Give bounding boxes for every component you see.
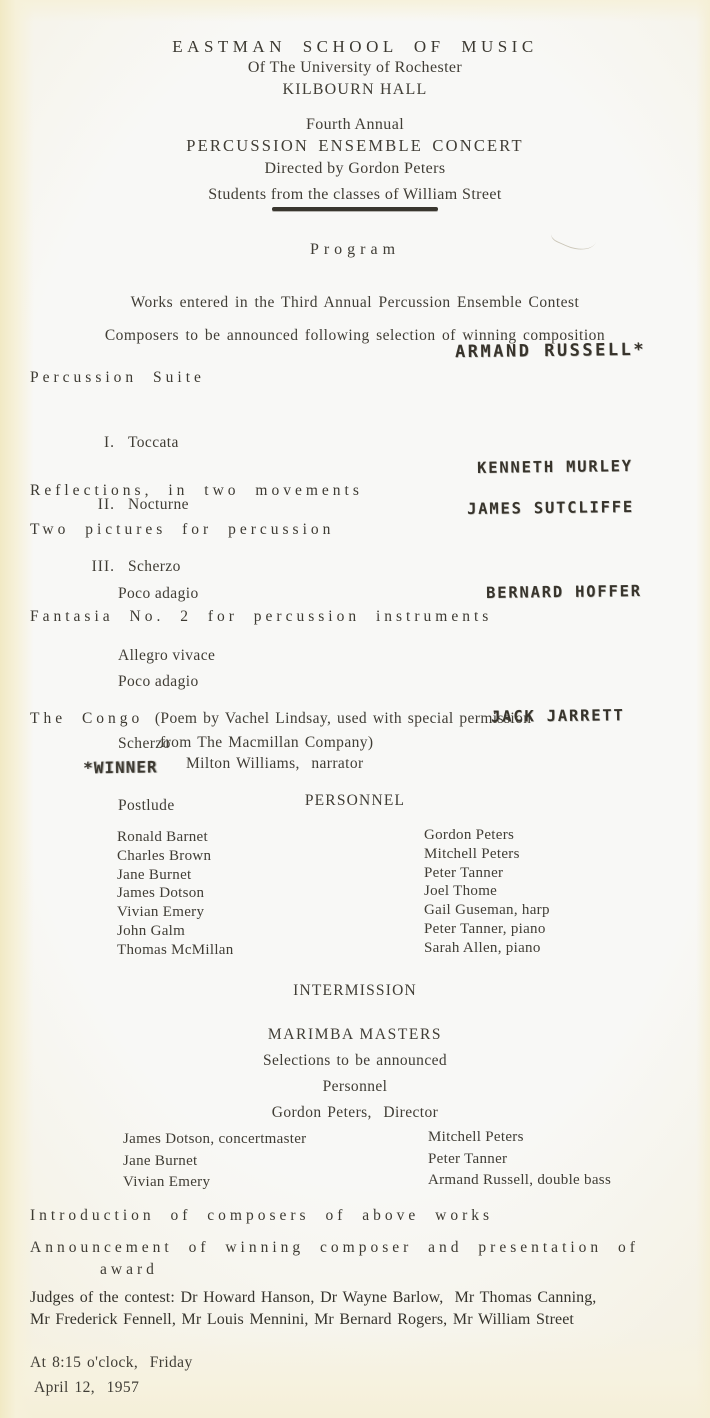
personnel-member: Peter Tanner (424, 864, 504, 881)
personnel-member: Mitchell Peters (424, 845, 520, 862)
announcement-line2: award (100, 1261, 158, 1278)
personnel-heading: PERSONNEL (304, 792, 406, 809)
personnel-right-column (424, 826, 550, 958)
movement-scherzo-2: Scherzo (118, 734, 171, 752)
congo-note-line1 (143, 710, 155, 727)
intermission-heading: INTERMISSION (293, 982, 417, 999)
composer-stamp-kenneth-murley: KENNETH MURLEY (476, 457, 633, 477)
hall-name: KILBOURN HALL (282, 81, 428, 98)
winner-stamp: *WINNER (82, 757, 158, 778)
personnel-member: Peter Tanner, piano (424, 920, 546, 937)
movement-poco-adagio: Poco adagio (118, 584, 199, 602)
personnel-member: James Dotson (117, 885, 205, 902)
composer-stamp-bernard-hoffer: BERNARD HOFFER (485, 582, 642, 602)
congo-note-line2: from The Macmillan Company) (160, 734, 374, 751)
marimba-masters-title: MARIMBA MASTERS (267, 1026, 443, 1043)
work-title-the-congo: The Congo (30, 710, 144, 727)
movement-postlude: Postlude (118, 797, 175, 815)
movement-allegro-vivace: Allegro vivace (118, 646, 216, 664)
movement-scherzo: III. Scherzo (91, 558, 181, 576)
concert-date: April 12, 1957 (34, 1379, 140, 1396)
announcement-line1: Announcement of winning composer and presentation of (30, 1239, 639, 1256)
work-title-reflections: Reflections, in two movements (30, 482, 363, 499)
program-heading: Program (309, 241, 401, 258)
marimba-personnel-heading: Personnel (322, 1078, 388, 1095)
marimba-right-column (428, 1127, 611, 1192)
program-intro-2: Composers to be announced following selection of winning composition (104, 327, 606, 344)
work-title-fantasia: Fantasia No. 2 for percussion instruments (30, 608, 493, 625)
personnel-member: Gordon Peters (424, 827, 515, 843)
personnel-member: Joel Thome (424, 883, 498, 900)
composer-stamp-armand-russell: ARMAND RUSSELL* (454, 339, 647, 363)
intro-composers-line: Introduction of composers of above works (30, 1207, 494, 1224)
marimba-director: Gordon Peters, Director (271, 1104, 439, 1121)
header-divider-rule (272, 207, 438, 211)
marimba-member: Jane Burnet (123, 1152, 198, 1169)
directed-by-line: Directed by Gordon Peters (264, 160, 446, 177)
composer-stamp-jack-jarrett: JACK JARRETT (490, 706, 625, 726)
movement-nocturne: II. Nocturne (97, 495, 189, 513)
personnel-left-column (117, 828, 234, 960)
personnel-member: Jane Burnet (117, 866, 192, 883)
marimba-member: James Dotson, concertmaster (123, 1131, 307, 1147)
movement-poco-adagio-2: Poco adagio (118, 672, 199, 690)
personnel-member: Ronald Barnet (117, 829, 208, 845)
congo-narrator: Milton Williams, narrator (186, 755, 364, 772)
marimba-member: Vivian Emery (123, 1174, 211, 1190)
work-title-two-pictures: Two pictures for percussion (30, 521, 335, 538)
marimba-member: Peter Tanner (428, 1150, 508, 1167)
school-name: EASTMAN SCHOOL OF MUSIC (172, 37, 538, 56)
university-name: Of The University of Rochester (247, 59, 463, 76)
program-intro-1: Works entered in the Third Annual Percussion Ensemble Contest (130, 294, 580, 311)
personnel-member: Thomas McMillan (117, 941, 234, 958)
marimba-subtitle: Selections to be announced (262, 1052, 448, 1069)
personnel-member: Gail Guseman, harp (424, 902, 550, 919)
judges-line1: Judges of the contest: Dr Howard Hanson, Dr Wayne Barlow, Mr Thomas Canning, (30, 1289, 597, 1306)
marimba-member: Mitchell Peters (428, 1129, 524, 1145)
concert-time: At 8:15 o'clock, Friday (30, 1354, 193, 1371)
work-title-percussion-suite: Percussion Suite (30, 369, 205, 386)
marimba-member: Armand Russell, double bass (428, 1172, 612, 1188)
concert-title: PERCUSSION ENSEMBLE CONCERT (186, 136, 524, 155)
composer-stamp-james-sutcliffe: JAMES SUTCLIFFE (466, 497, 635, 519)
movement-toccata: I. Toccata (103, 433, 179, 451)
marimba-left-column (123, 1129, 306, 1194)
annual-line: Fourth Annual (305, 116, 405, 133)
personnel-member: Charles Brown (117, 847, 212, 864)
personnel-member: John Galm (117, 922, 186, 939)
judges-line2: Mr Frederick Fennell, Mr Louis Mennini, Mr Bernard Rogers, Mr William Street (30, 1311, 574, 1328)
personnel-member: Sarah Allen, piano (424, 939, 541, 956)
personnel-member: Vivian Emery (117, 904, 205, 921)
work-the-congo-line: The Congo (Poem by Vachel Lindsay, used with special permission (30, 710, 532, 727)
students-line: Students from the classes of William Street (208, 186, 502, 203)
